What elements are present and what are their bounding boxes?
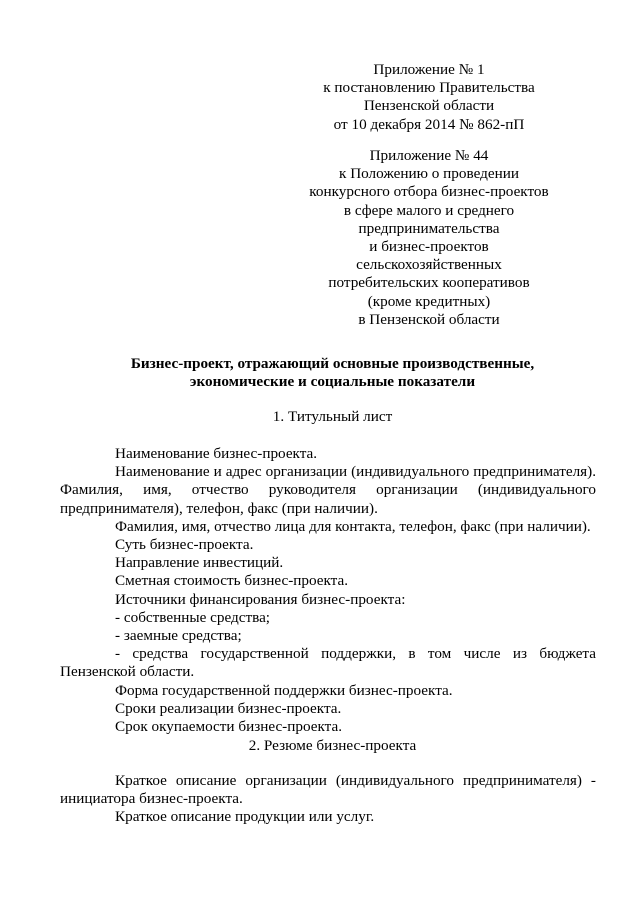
paragraph: Краткое описание продукции или услуг. <box>115 808 375 826</box>
document-title-line: Бизнес-проект, отражающий основные производственные, <box>130 355 535 372</box>
paragraph: Фамилия, имя, отчество лица для контакта, телефон, факс (при наличии). <box>115 517 591 535</box>
appendix-1-line: Пензенской области <box>363 97 495 115</box>
paragraph: Направление инвестиций. <box>115 554 284 572</box>
paragraph: Сроки реализации бизнес-проекта. <box>115 699 342 717</box>
section-2-body <box>60 772 596 827</box>
section-1-heading: 1. Титульный лист <box>272 408 393 425</box>
paragraph: Наименование бизнес-проекта. <box>115 445 318 462</box>
paragraph: - средства государственной поддержки, в том числе из бюджета Пензенской области. <box>60 645 596 681</box>
appendix-44-line: предпринимательства <box>358 219 500 237</box>
paragraph: - заемные средства; <box>115 627 242 645</box>
paragraph: - собственные средства; <box>115 608 271 626</box>
appendix-1-line: к постановлению Правительства <box>323 79 535 97</box>
appendix-44-line: Приложение № 44 <box>369 147 489 164</box>
appendix-1-line: Приложение № 1 <box>373 61 485 78</box>
appendix-44-line: сельскохозяйственных <box>356 256 502 274</box>
appendix-44-line: потребительских кооперативов <box>328 274 530 292</box>
appendix-1-header <box>300 61 558 134</box>
document-title-line: экономические и социальные показатели <box>189 373 476 391</box>
appendix-44-line: (кроме кредитных) <box>367 292 491 310</box>
document-title <box>60 355 605 391</box>
section-1-body <box>60 445 596 736</box>
paragraph: Источники финансирования бизнес-проекта: <box>115 590 406 608</box>
paragraph: Сметная стоимость бизнес-проекта. <box>115 572 349 590</box>
appendix-44-line: к Положению о проведении <box>339 165 519 183</box>
paragraph: Форма государственной поддержки бизнес-проекта. <box>115 681 453 699</box>
appendix-44-header <box>300 147 558 329</box>
paragraph: Краткое описание организации (индивидуального предпринимателя) - инициатора бизнес-проекта. <box>60 772 596 808</box>
appendix-44-line: и бизнес-проектов <box>369 238 489 256</box>
paragraph: Наименование и адрес организации (индивидуального предпринимателя). Фамилия, имя, отчество руководителя организации (индивидуального предпринимателя), телефон, факс (при наличии). <box>60 463 596 517</box>
paragraph: Суть бизнес-проекта. <box>115 536 254 554</box>
appendix-44-line: в Пензенской области <box>358 310 500 328</box>
section-2-heading: 2. Резюме бизнес-проекта <box>248 737 417 754</box>
appendix-1-line: от 10 декабря 2014 № 862-пП <box>333 115 525 133</box>
appendix-44-line: конкурсного отбора бизнес-проектов <box>309 183 549 201</box>
appendix-44-line: в сфере малого и среднего <box>343 201 515 219</box>
paragraph: Срок окупаемости бизнес-проекта. <box>115 718 343 736</box>
